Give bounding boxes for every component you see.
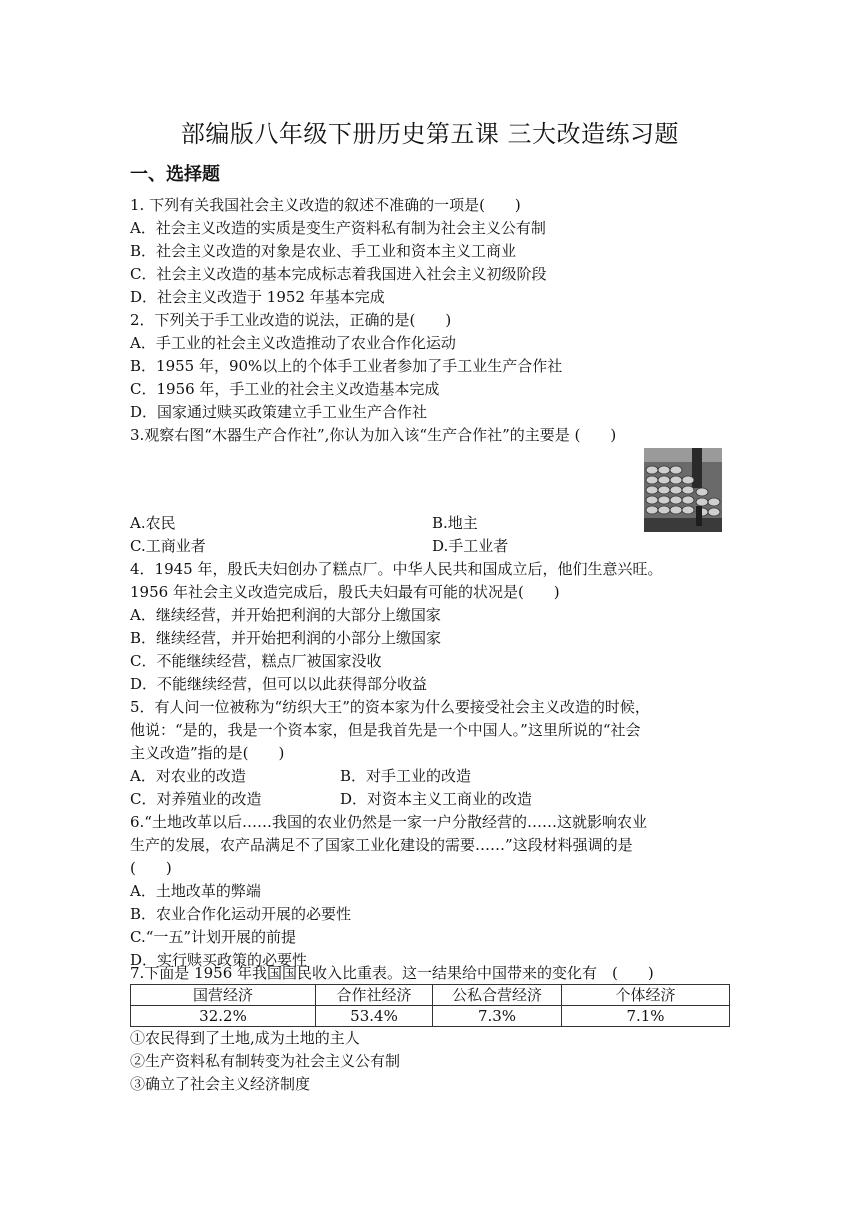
question-6-option-b: B．农业合作化运动开展的必要性	[130, 905, 352, 923]
question-1-option-a: A．社会主义改造的实质是变生产资料私有制为社会主义公有制	[130, 219, 546, 237]
table-cell: 53.4%	[316, 1006, 433, 1027]
table-cell: 7.1%	[562, 1006, 730, 1027]
question-4-stem-line-1: 4．1945 年，殷氏夫妇创办了糕点厂。中华人民共和国成立后，他们生意兴旺。	[130, 560, 663, 578]
question-1-stem: 1. 下列有关我国社会主义改造的叙述不准确的一项是( )	[130, 196, 521, 214]
table-header-cell: 个体经济	[562, 985, 730, 1006]
table-header-cell: 合作社经济	[316, 985, 433, 1006]
question-5-option-b: B．对手工业的改造	[340, 767, 472, 785]
question-5-option-c: C．对养殖业的改造	[130, 790, 262, 808]
question-5-option-d: D．对资本主义工商业的改造	[340, 790, 533, 808]
question-4-stem-line-2: 1956 年社会主义改造完成后，殷氏夫妇最有可能的状况是( )	[130, 583, 560, 601]
question-5-option-a: A．对农业的改造	[130, 767, 246, 785]
question-6-option-d: D．实行赎买政策的必要性	[130, 951, 308, 969]
question-3-stem: 3.观察右图“木器生产合作社”,你认为加入该“生产合作社”的主要是 ( )	[130, 426, 617, 444]
question-4-option-a: A．继续经营，并开始把利润的大部分上缴国家	[130, 606, 441, 624]
page-title: 部编版八年级下册历史第五课 三大改造练习题	[180, 120, 680, 148]
question-7-statement-3: ③确立了社会主义经济制度	[130, 1075, 311, 1093]
question-5-stem-line-3: 主义改造”指的是( )	[130, 744, 285, 762]
table-header-row	[131, 985, 730, 1006]
question-4-option-c: C．不能继续经营，糕点厂被国家没收	[130, 652, 382, 670]
question-1-option-b: B．社会主义改造的对象是农业、手工业和资本主义工商业	[130, 242, 517, 260]
question-2-option-d: D．国家通过赎买政策建立手工业生产合作社	[130, 403, 428, 421]
question-7-stem: 7.下面是 1956 年我国国民收入比重表。这一结果给中国带来的变化有 ( )	[130, 964, 654, 982]
question-6-stem-line-2: 生产的发展，农产品满足不了国家工业化建设的需要……”这段材料强调的是	[130, 836, 633, 854]
question-2-option-c: C．1956 年，手工业的社会主义改造基本完成	[130, 380, 440, 398]
question-6-stem-line-1: 6.“土地改革以后……我国的农业仍然是一家一户分散经营的……这就影响农业	[130, 813, 647, 831]
question-5-stem-line-2: 他说：“是的，我是一个资本家，但是我首先是一个中国人。”这里所说的“社会	[130, 721, 641, 739]
question-4-option-d: D．不能继续经营，但可以以此获得部分收益	[130, 675, 428, 693]
table-header-cell: 国营经济	[131, 985, 316, 1006]
table-cell: 32.2%	[131, 1006, 316, 1027]
question-2-option-a: A．手工业的社会主义改造推动了农业合作化运动	[130, 334, 456, 352]
question-7-statement-2: ②生产资料私有制转变为社会主义公有制	[130, 1052, 401, 1070]
national-income-table	[130, 984, 730, 1027]
section-heading: 一、选择题	[130, 164, 220, 185]
question-3-option-b: B.地主	[432, 514, 478, 532]
question-2-option-b: B．1955 年，90%以上的个体手工业者参加了手工业生产合作社	[130, 357, 563, 375]
question-1-option-c: C．社会主义改造的基本完成标志着我国进入社会主义初级阶段	[130, 265, 547, 283]
question-6-stem-line-3: ( )	[130, 859, 172, 877]
question-4-option-b: B．继续经营，并开始把利润的小部分上缴国家	[130, 629, 442, 647]
table-row	[131, 1006, 730, 1027]
question-2-stem: 2．下列关于手工业改造的说法，正确的是( )	[130, 311, 452, 329]
question-7-statement-1: ①农民得到了土地,成为土地的主人	[130, 1029, 360, 1047]
question-3-option-a: A.农民	[130, 514, 176, 532]
question-5-stem-line-1: 5．有人问一位被称为“纺织大王”的资本家为什么要接受社会主义改造的时候，	[130, 698, 650, 716]
table-header-cell: 公私合营经济	[433, 985, 562, 1006]
question-1-option-d: D．社会主义改造于 1952 年基本完成	[130, 288, 385, 306]
question-3-option-d: D.手工业者	[432, 537, 509, 555]
question-6-option-a: A．土地改革的弊端	[130, 882, 261, 900]
cooperative-photo	[644, 448, 722, 532]
question-6-option-c: C.“一五”计划开展的前提	[130, 928, 297, 946]
table-cell: 7.3%	[433, 1006, 562, 1027]
question-3-option-c: C.工商业者	[130, 537, 206, 555]
